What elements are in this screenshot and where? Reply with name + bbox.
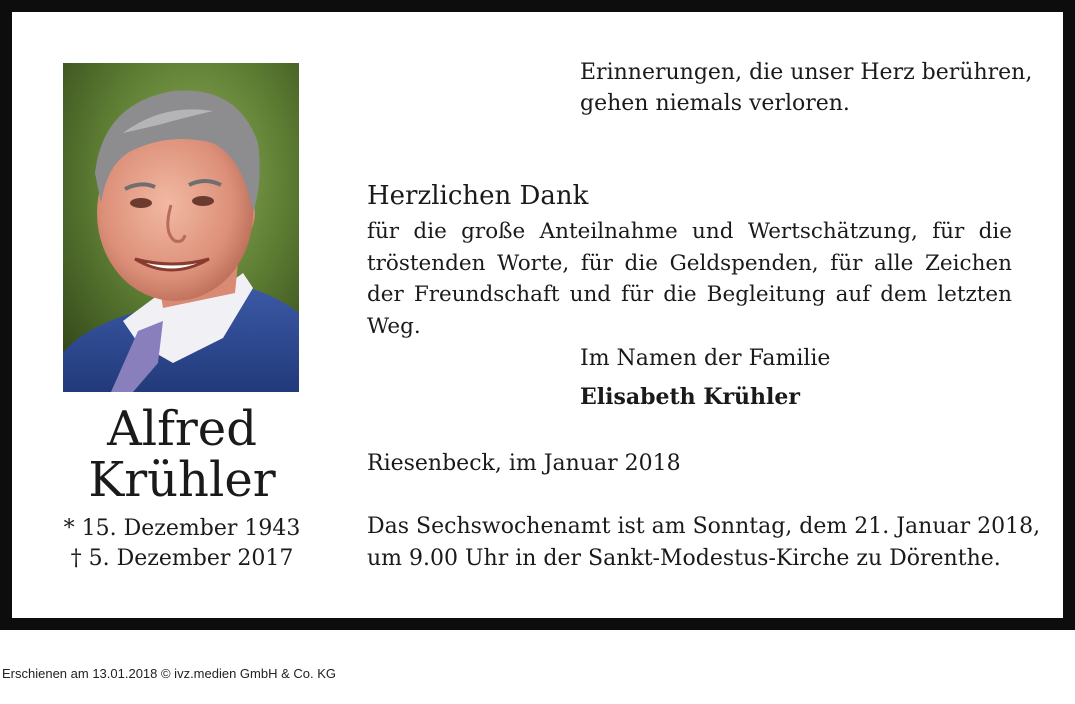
service-announcement bbox=[367, 511, 1047, 574]
life-dates bbox=[51, 514, 313, 574]
deceased-first-name: Alfred bbox=[107, 401, 257, 457]
thanks-heading: Herzlichen Dank bbox=[367, 181, 589, 211]
deceased-name bbox=[51, 401, 313, 508]
signature-name: Elisabeth Krühler bbox=[580, 384, 800, 410]
quote-line-1: Erinnerungen, die unser Herz berühren, bbox=[580, 60, 1033, 85]
portrait-image bbox=[63, 63, 299, 392]
deceased-last-name: Krühler bbox=[88, 452, 276, 508]
quote-line-2: gehen niemals verloren. bbox=[580, 91, 850, 116]
place-date: Riesenbeck, im Januar 2018 bbox=[367, 451, 681, 476]
portrait-photo bbox=[63, 63, 299, 392]
publication-footer: Erschienen am 13.01.2018 © ivz.medien GmbH & Co. KG bbox=[2, 666, 337, 681]
obituary-card bbox=[12, 12, 1063, 618]
thanks-text: für die große Anteilnahme und Wertschätzung, für die tröstenden Worte, für die Geldspenden, für alle Zeichen der Freundschaft und für die Begleitung auf dem letzten Weg. bbox=[367, 219, 1012, 339]
death-date: † 5. Dezember 2017 bbox=[70, 546, 294, 571]
birth-date: * 15. Dezember 1943 bbox=[63, 516, 301, 541]
signature-intro: Im Namen der Familie bbox=[580, 346, 831, 371]
service-line-1: Das Sechswochenamt ist am Sonntag, dem 21. Januar 2018, bbox=[367, 514, 1041, 539]
memorial-quote bbox=[580, 57, 1040, 119]
service-line-2: um 9.00 Uhr in der Sankt-Modestus-Kirche zu Dörenthe. bbox=[367, 545, 1001, 571]
